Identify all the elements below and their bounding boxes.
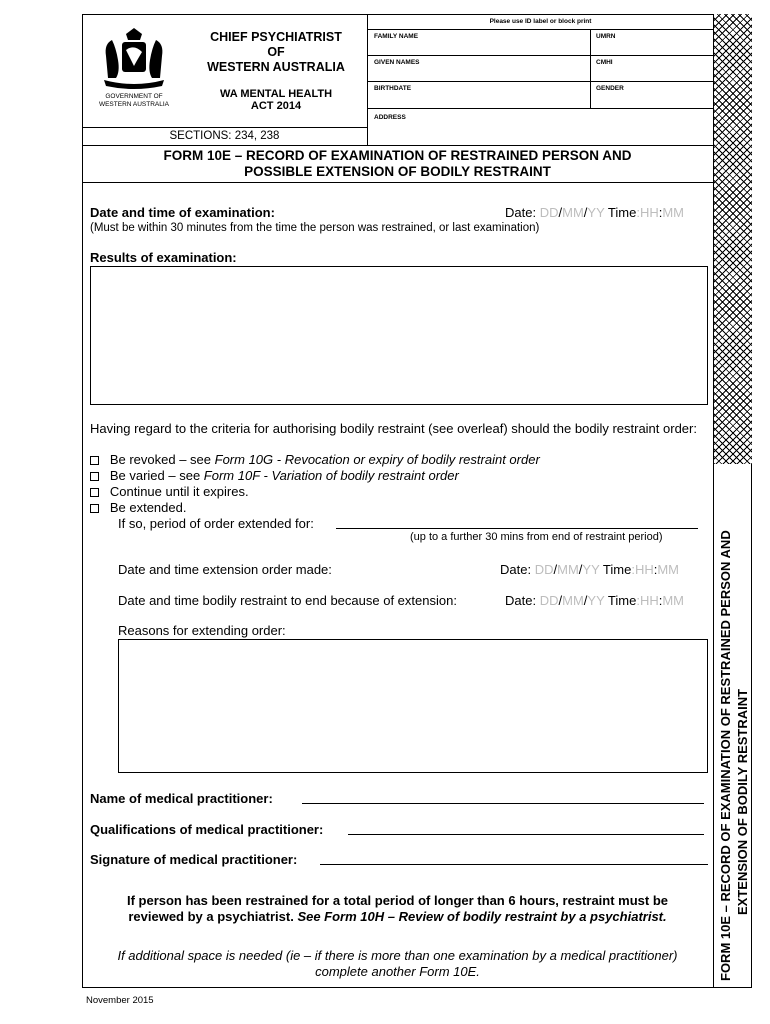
umrn-field[interactable]: UMRN bbox=[596, 33, 616, 40]
results-label: Results of examination: bbox=[90, 250, 237, 265]
additional-space-note: If additional space is needed (ie – if there is more than one examination by a medical practitioner) complete another Form 10E. bbox=[117, 948, 678, 979]
act-line2: ACT 2014 bbox=[250, 100, 302, 112]
sidebar-title bbox=[713, 463, 752, 988]
form-title bbox=[82, 148, 713, 180]
exam-datetime-label: Date and time of examination: bbox=[90, 205, 275, 220]
ext-made-label: Date and time extension order made: bbox=[118, 562, 332, 577]
option-extended[interactable]: Be extended. bbox=[90, 500, 540, 516]
option-varied[interactable]: Be varied – see Form 10F - Variation of bodily restraint order bbox=[90, 468, 540, 484]
sidebar-title-line2: EXTENSION OF BODILY RESTRAINT bbox=[735, 688, 750, 915]
address-field[interactable]: ADDRESS bbox=[374, 114, 406, 121]
agency-line3: WESTERN AUSTRALIA bbox=[207, 60, 345, 74]
id-note: Please use ID label or block print bbox=[489, 18, 592, 25]
varied-checkbox[interactable] bbox=[90, 472, 99, 481]
extended-period-label: If so, period of order extended for: bbox=[118, 516, 314, 531]
act-line1: WA MENTAL HEALTH bbox=[219, 88, 333, 100]
wa-crest-logo bbox=[96, 26, 172, 96]
extended-period-note: (up to a further 30 mins from end of restraint period) bbox=[410, 531, 663, 543]
id-divider bbox=[367, 14, 368, 145]
results-textarea[interactable] bbox=[90, 266, 708, 405]
practitioner-sig-label: Signature of medical practitioner: bbox=[90, 852, 298, 867]
agency-line1: CHIEF PSYCHIATRIST bbox=[210, 30, 342, 44]
option-revoked[interactable]: Be revoked – see Form 10G - Revocation or expiry of bodily restraint order bbox=[90, 452, 540, 468]
ext-made-input[interactable]: Date: DD/MM/YY Time:HH:MM bbox=[500, 562, 680, 577]
practitioner-name-input[interactable] bbox=[302, 791, 704, 804]
form-title-line2: POSSIBLE EXTENSION OF BODILY RESTRAINT bbox=[244, 164, 551, 179]
revoked-checkbox[interactable] bbox=[90, 456, 99, 465]
birthdate-field[interactable]: BIRTHDATE bbox=[374, 85, 412, 92]
option-continue[interactable]: Continue until it expires. bbox=[90, 484, 540, 500]
gender-field[interactable]: GENDER bbox=[596, 85, 624, 92]
sidebar-title-line1: FORM 10E – RECORD OF EXAMINATION OF RESTRAINED PERSON AND bbox=[718, 530, 733, 981]
extended-checkbox[interactable] bbox=[90, 504, 99, 513]
criteria-text: Having regard to the criteria for authorising bodily restraint (see overleaf) should the bodily restraint order: bbox=[90, 421, 697, 436]
cmhi-field[interactable]: CMHI bbox=[596, 59, 613, 66]
reasons-label: Reasons for extending order: bbox=[118, 623, 286, 638]
ext-end-label: Date and time bodily restraint to end because of extension: bbox=[118, 593, 457, 608]
practitioner-name-label: Name of medical practitioner: bbox=[90, 791, 273, 806]
gov-line2: WESTERN AUSTRALIA bbox=[98, 101, 170, 108]
practitioner-qual-label: Qualifications of medical practitioner: bbox=[90, 822, 324, 837]
psychiatrist-notice: If person has been restrained for a total period of longer than 6 hours, restraint must be reviewed by a psychiatrist. See Form 10H – Review of bodily restraint by a psychiatrist. bbox=[126, 893, 669, 924]
hatched-margin bbox=[713, 14, 752, 464]
footer-date: November 2015 bbox=[86, 995, 154, 1006]
gov-line1: GOVERNMENT OF bbox=[105, 93, 163, 100]
given-names-field[interactable]: GIVEN NAMES bbox=[374, 59, 420, 66]
family-name-field[interactable]: FAMILY NAME bbox=[374, 33, 419, 40]
practitioner-qual-input[interactable] bbox=[348, 822, 704, 835]
extended-period-input[interactable] bbox=[336, 516, 698, 529]
form-title-line1: FORM 10E – RECORD OF EXAMINATION OF RESTRAINED PERSON AND bbox=[163, 148, 632, 163]
sections-label: SECTIONS: 234, 238 bbox=[169, 130, 280, 142]
agency-line2: OF bbox=[267, 45, 285, 59]
practitioner-sig-input[interactable] bbox=[320, 852, 708, 865]
continue-checkbox[interactable] bbox=[90, 488, 99, 497]
reasons-textarea[interactable] bbox=[118, 639, 708, 773]
exam-datetime-input[interactable]: Date: DD/MM/YY Time:HH:MM bbox=[505, 205, 685, 220]
exam-note: (Must be within 30 minutes from the time the person was restrained, or last examination) bbox=[90, 222, 540, 234]
ext-end-input[interactable]: Date: DD/MM/YY Time:HH:MM bbox=[505, 593, 685, 608]
